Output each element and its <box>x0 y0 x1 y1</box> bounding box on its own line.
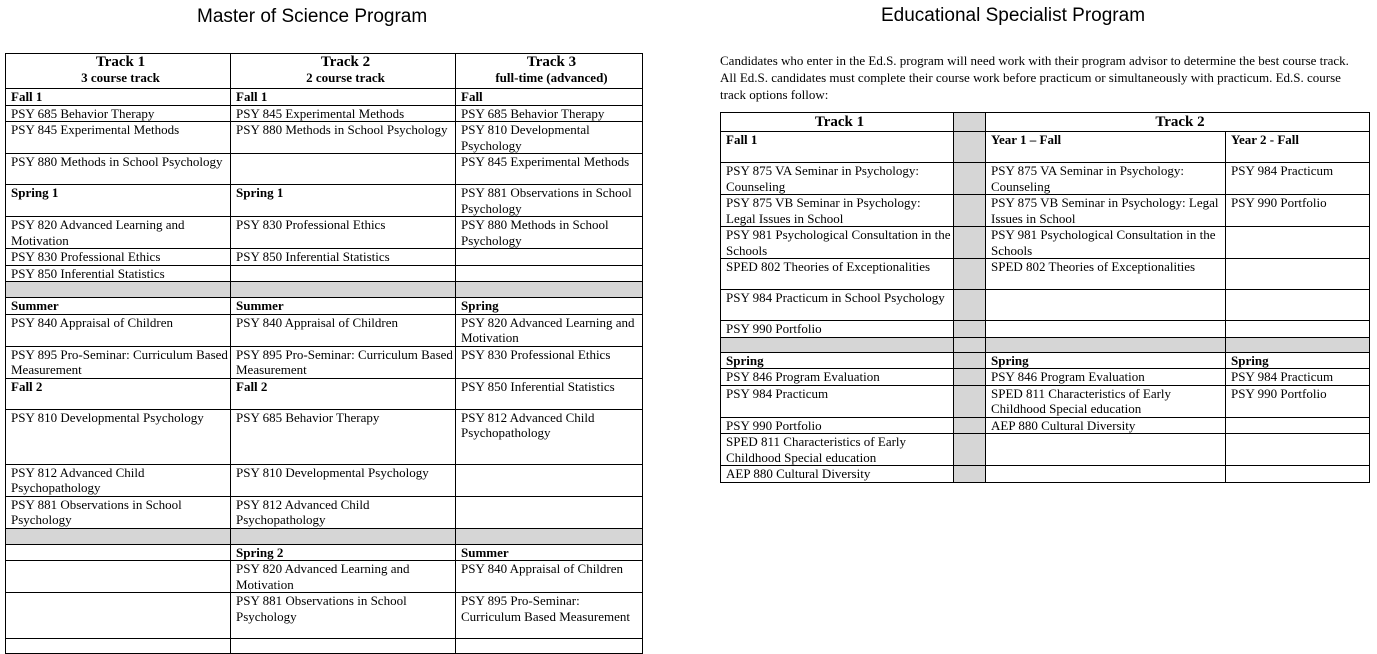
table-cell: PSY 820 Advanced Learning and Motivation <box>456 314 643 346</box>
ms-course-table <box>5 53 643 654</box>
table-cell: Spring <box>986 352 1226 369</box>
table-cell: PSY 875 VA Seminar in Psychology: Counseling <box>721 163 954 195</box>
table-cell: PSY 990 Portfolio <box>1226 195 1370 227</box>
table-row <box>6 639 643 654</box>
table-header-row <box>721 113 1370 132</box>
table-cell: PSY 881 Observations in School Psychology <box>231 593 456 639</box>
table-cell: Summer <box>456 544 643 561</box>
table-cell: PSY 984 Practicum in School Psychology <box>721 290 954 321</box>
table-cell: PSY 895 Pro-Seminar: Curriculum Based Measurement <box>6 346 231 378</box>
table-cell <box>456 639 643 654</box>
table-cell: SPED 811 Characteristics of Early Childhood Special education <box>721 434 954 466</box>
separator-cell <box>456 528 643 544</box>
table-cell: PSY 685 Behavior Therapy <box>456 105 643 122</box>
track-2-header: Track 2 <box>986 113 1370 132</box>
table-header-row <box>6 54 643 89</box>
table-row <box>6 105 643 122</box>
table-cell <box>231 639 456 654</box>
track-1-header: Track 1 <box>721 113 954 132</box>
table-cell <box>456 464 643 496</box>
table-cell: PSY 984 Practicum <box>1226 163 1370 195</box>
table-cell: PSY 845 Experimental Methods <box>456 154 643 185</box>
separator-cell <box>6 282 231 298</box>
separator-cell <box>954 352 986 369</box>
table-row <box>6 217 643 249</box>
table-cell: PSY 895 Pro-Seminar: Curriculum Based Measurement <box>456 593 643 639</box>
table-row <box>721 259 1370 290</box>
separator-cell <box>954 195 986 227</box>
table-cell <box>6 544 231 561</box>
table-cell: PSY 685 Behavior Therapy <box>6 105 231 122</box>
table-cell: Fall 1 <box>6 89 231 106</box>
table-cell: Spring <box>721 352 954 369</box>
table-cell: PSY 840 Appraisal of Children <box>456 561 643 593</box>
table-cell <box>6 639 231 654</box>
table-row <box>721 385 1370 417</box>
track-3-header: Track 3 full-time (advanced) <box>456 54 643 89</box>
table-cell: PSY 685 Behavior Therapy <box>231 409 456 464</box>
table-cell: PSY 990 Portfolio <box>721 321 954 338</box>
table-cell: SPED 802 Theories of Exceptionalities <box>721 259 954 290</box>
separator-cell <box>6 528 231 544</box>
table-separator <box>6 528 643 544</box>
table-cell: Year 1 – Fall <box>986 132 1226 163</box>
table-cell: PSY 840 Appraisal of Children <box>6 314 231 346</box>
table-cell: PSY 810 Developmental Psychology <box>456 122 643 154</box>
table-cell: Spring <box>456 298 643 315</box>
table-cell: PSY 812 Advanced Child Psychopathology <box>231 496 456 528</box>
table-row <box>6 185 643 217</box>
table-cell <box>1226 434 1370 466</box>
table-cell <box>986 290 1226 321</box>
table-cell: Fall 1 <box>231 89 456 106</box>
table-cell <box>456 265 643 282</box>
table-cell: PSY 845 Experimental Methods <box>231 105 456 122</box>
table-row <box>6 89 643 106</box>
table-row <box>721 434 1370 466</box>
table-cell: PSY 820 Advanced Learning and Motivation <box>6 217 231 249</box>
table-row <box>721 290 1370 321</box>
table-row <box>721 132 1370 163</box>
table-cell <box>1226 417 1370 434</box>
table-row <box>6 346 643 378</box>
table-separator <box>6 282 643 298</box>
table-row <box>6 409 643 464</box>
separator-cell <box>954 227 986 259</box>
separator-cell <box>954 369 986 386</box>
table-row <box>721 227 1370 259</box>
table-row <box>721 352 1370 369</box>
table-cell: PSY 820 Advanced Learning and Motivation <box>231 561 456 593</box>
table-row <box>6 544 643 561</box>
table-cell <box>1226 321 1370 338</box>
separator-cell <box>231 528 456 544</box>
table-row <box>6 378 643 409</box>
table-cell: PSY 846 Program Evaluation <box>986 369 1226 386</box>
eds-program-title: Educational Specialist Program <box>881 5 1146 26</box>
table-cell: Fall 2 <box>231 378 456 409</box>
table-cell: PSY 984 Practicum <box>1226 369 1370 386</box>
table-cell: PSY 875 VB Seminar in Psychology: Legal Issues in School <box>986 195 1226 227</box>
separator-cell <box>954 385 986 417</box>
table-cell: Spring 1 <box>6 185 231 217</box>
separator-cell <box>954 259 986 290</box>
separator-cell <box>231 282 456 298</box>
table-cell <box>1226 259 1370 290</box>
ms-program-title: Master of Science Program <box>197 6 428 27</box>
table-cell: Spring <box>1226 352 1370 369</box>
separator-cell <box>721 337 954 352</box>
table-cell <box>1226 290 1370 321</box>
table-cell: PSY 830 Professional Ethics <box>6 249 231 266</box>
table-cell: PSY 881 Observations in School Psychology <box>6 496 231 528</box>
table-row <box>6 298 643 315</box>
table-cell: PSY 990 Portfolio <box>1226 385 1370 417</box>
table-cell: PSY 875 VA Seminar in Psychology: Counseling <box>986 163 1226 195</box>
table-row <box>6 122 643 154</box>
table-cell: PSY 810 Developmental Psychology <box>231 464 456 496</box>
table-cell: PSY 830 Professional Ethics <box>456 346 643 378</box>
table-row <box>721 466 1370 483</box>
table-cell: PSY 850 Inferential Statistics <box>231 249 456 266</box>
table-cell <box>1226 227 1370 259</box>
table-cell: SPED 811 Characteristics of Early Childhood Special education <box>986 385 1226 417</box>
separator-cell <box>954 113 986 132</box>
table-cell: PSY 881 Observations in School Psychology <box>456 185 643 217</box>
table-cell: Spring 2 <box>231 544 456 561</box>
table-row <box>6 496 643 528</box>
table-cell <box>456 496 643 528</box>
table-cell: AEP 880 Cultural Diversity <box>986 417 1226 434</box>
table-cell: PSY 812 Advanced Child Psychopathology <box>6 464 231 496</box>
separator-cell <box>954 290 986 321</box>
table-row <box>6 464 643 496</box>
table-cell <box>456 249 643 266</box>
track-2-header: Track 2 2 course track <box>231 54 456 89</box>
table-row <box>6 154 643 185</box>
table-cell: PSY 880 Methods in School Psychology <box>6 154 231 185</box>
table-cell: Fall 2 <box>6 378 231 409</box>
table-cell: PSY 810 Developmental Psychology <box>6 409 231 464</box>
table-cell: Fall <box>456 89 643 106</box>
table-cell: PSY 875 VB Seminar in Psychology: Legal Issues in School <box>721 195 954 227</box>
table-cell: Summer <box>231 298 456 315</box>
table-cell <box>6 593 231 639</box>
table-separator <box>721 337 1370 352</box>
table-cell: AEP 880 Cultural Diversity <box>721 466 954 483</box>
separator-cell <box>954 337 986 352</box>
table-cell: PSY 880 Methods in School Psychology <box>231 122 456 154</box>
table-cell: PSY 830 Professional Ethics <box>231 217 456 249</box>
table-cell: PSY 880 Methods in School Psychology <box>456 217 643 249</box>
table-cell <box>986 434 1226 466</box>
table-cell <box>231 265 456 282</box>
separator-cell <box>456 282 643 298</box>
separator-cell <box>954 466 986 483</box>
table-cell <box>1226 466 1370 483</box>
separator-cell <box>986 337 1226 352</box>
table-cell: PSY 846 Program Evaluation <box>721 369 954 386</box>
table-cell: PSY 895 Pro-Seminar: Curriculum Based Measurement <box>231 346 456 378</box>
separator-cell <box>954 132 986 163</box>
track-1-header: Track 1 3 course track <box>6 54 231 89</box>
eds-course-table <box>720 112 1370 483</box>
table-row <box>6 314 643 346</box>
table-cell: PSY 840 Appraisal of Children <box>231 314 456 346</box>
table-cell <box>231 154 456 185</box>
table-cell: PSY 850 Inferential Statistics <box>456 378 643 409</box>
table-row <box>6 265 643 282</box>
table-row <box>6 593 643 639</box>
table-cell: PSY 845 Experimental Methods <box>6 122 231 154</box>
table-cell: Fall 1 <box>721 132 954 163</box>
table-cell: PSY 990 Portfolio <box>721 417 954 434</box>
separator-cell <box>954 434 986 466</box>
table-cell <box>6 561 231 593</box>
table-row <box>721 321 1370 338</box>
table-cell: PSY 812 Advanced Child Psychopathology <box>456 409 643 464</box>
table-cell: PSY 981 Psychological Consultation in the Schools <box>986 227 1226 259</box>
eds-intro-paragraph: Candidates who enter in the Ed.S. program will need work with their program advisor to determine the best course track. All Ed.S. candidates must complete their course work before practicum or simultaneously with practicum. Ed.S. course track options follow: <box>720 53 1349 102</box>
table-cell: SPED 802 Theories of Exceptionalities <box>986 259 1226 290</box>
table-cell: PSY 981 Psychological Consultation in the Schools <box>721 227 954 259</box>
separator-cell <box>954 163 986 195</box>
table-cell: PSY 850 Inferential Statistics <box>6 265 231 282</box>
table-row <box>721 417 1370 434</box>
table-row <box>721 163 1370 195</box>
table-cell <box>986 321 1226 338</box>
table-cell: Spring 1 <box>231 185 456 217</box>
table-cell: Summer <box>6 298 231 315</box>
table-row <box>721 195 1370 227</box>
table-cell: Year 2 - Fall <box>1226 132 1370 163</box>
separator-cell <box>954 417 986 434</box>
table-row <box>6 249 643 266</box>
table-row <box>721 369 1370 386</box>
table-cell <box>986 466 1226 483</box>
table-cell: PSY 984 Practicum <box>721 385 954 417</box>
table-row <box>6 561 643 593</box>
separator-cell <box>954 321 986 338</box>
separator-cell <box>1226 337 1370 352</box>
